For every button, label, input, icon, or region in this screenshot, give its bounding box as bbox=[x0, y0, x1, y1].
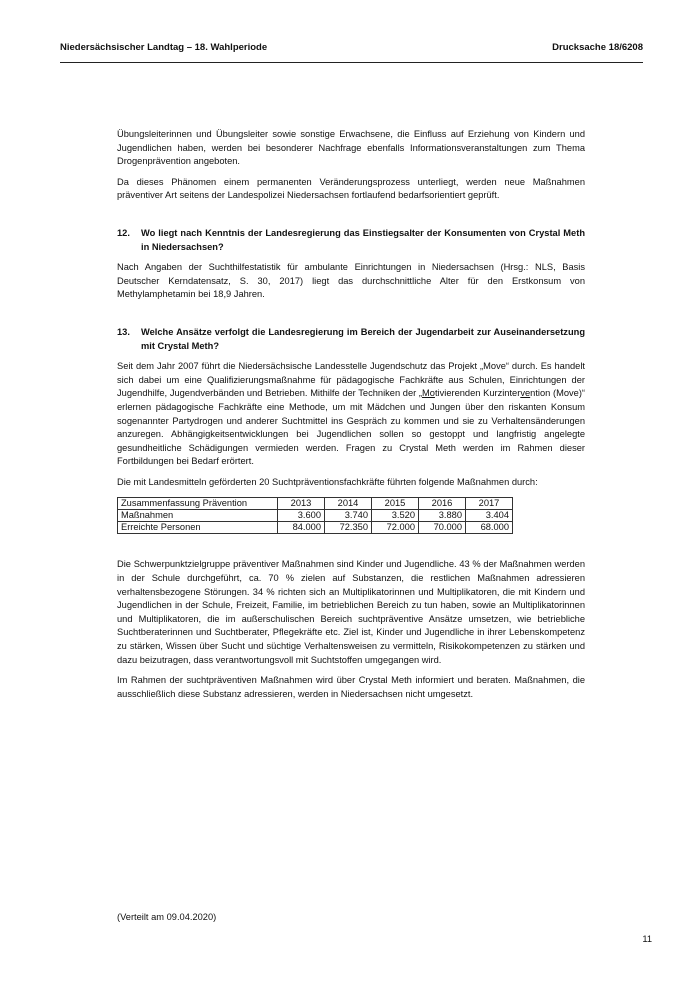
table-cell: 70.000 bbox=[419, 522, 466, 534]
table-header-cell: 2016 bbox=[419, 498, 466, 510]
table-cell: 3.740 bbox=[325, 510, 372, 522]
table-header-cell: 2017 bbox=[466, 498, 513, 510]
table-header-row bbox=[118, 498, 513, 510]
answer-13-underline-ve: ve bbox=[520, 388, 531, 399]
question-12-number: 12. bbox=[117, 227, 130, 238]
table-row bbox=[118, 522, 513, 534]
answer-13-text-b: tivierenden Kurzinter bbox=[434, 388, 521, 399]
header-document-number: Drucksache 18/6208 bbox=[552, 42, 643, 53]
table-cell: 3.520 bbox=[372, 510, 419, 522]
table-cell: Maßnahmen bbox=[118, 510, 278, 522]
answer-13-table-intro: Die mit Landesmitteln geförderten 20 Suchtpräventionsfachkräfte führten folgende Maßnahmen durch: bbox=[117, 476, 538, 487]
table-header-cell: 2014 bbox=[325, 498, 372, 510]
intro-paragraph-1: Übungsleiterinnen und Übungsleiter sowie sonstige Erwachsene, die Einfluss auf Erziehung von Kindern und Jugendlichen haben, werden bei besonderer Nachfrage ebenfalls Informationsveranstaltungen zum Thema Drogenprävention angeboten. bbox=[117, 129, 585, 167]
question-13 bbox=[117, 326, 585, 353]
answer-13-paragraph-3: Im Rahmen der suchtpräventiven Maßnahmen wird über Crystal Meth informiert und beraten. Maßnahmen, die ausschließlich diese Substanz adressieren, werden in Niedersachsen nicht umgesetzt. bbox=[117, 675, 585, 699]
question-13-text: Welche Ansätze verfolgt die Landesregierung im Bereich der Jugendarbeit zur Auseinandersetzung mit Crystal Meth? bbox=[141, 326, 585, 351]
question-12 bbox=[117, 227, 585, 254]
table-cell: 3.600 bbox=[278, 510, 325, 522]
table-row bbox=[118, 510, 513, 522]
table-cell: 72.350 bbox=[325, 522, 372, 534]
intro-paragraph-2: Da dieses Phänomen einem permanenten Veränderungsprozess unterliegt, werden neue Maßnahmen präventiver Art seitens der Landespolizei Niedersachsen fortlaufend bedarfsorientiert geprüft. bbox=[117, 176, 585, 201]
answer-13-text-c: ntion (Move)“ erlernen pädagogische Fachkräfte eine Methode, um mit Mädchen und Jungen über den riskanten Konsum sogenannter Partydrogen und anderer Suchtmittel ins Gespräch zu kommen und sie zu Verhaltensänderungen anzuregen. Abhängigkeitsentwicklungen bei Jugendlichen sollen so gestoppt und langfristig angelegte gesundheitliche Schädigungen vermieden werden. Fragen zu Crystal Meth werden im Rahmen dieser Fortbildungen bei Bedarf erörtert. bbox=[117, 388, 586, 467]
page-header bbox=[60, 40, 643, 63]
distribution-date: (Verteilt am 09.04.2020) bbox=[117, 912, 217, 922]
table-cell: 3.880 bbox=[419, 510, 466, 522]
question-12-text: Wo liegt nach Kenntnis der Landesregierung das Einstiegsalter der Konsumenten von Crystal Meth in Niedersachsen? bbox=[141, 227, 585, 252]
answer-13-paragraph-2: Die Schwerpunktzielgruppe präventiver Maßnahmen sind Kinder und Jugendliche. 43 % der Maßnahmen werden in der Schule durchgeführt, ca. 70 % zielen auf Substanzen, die restlichen Maßnahmen adressieren verhaltensbezogene Störungen. 34 % richten sich an Multiplikatorinnen und Multiplikatoren, die mit Kindern und Jugendlichen in der Schule, Freizeit, Familie, im betrieblichen Bereich zu tun haben, sowie an Multiplikatorinnen und Multiplikatoren, die im außerschulischen Bereich suchtpräventive Ansätze umsetzen, wie betriebliche Suchtberaterinnen und Suchtberater, Pflegekräfte etc. Ziel ist, Kinder und Jugendliche in ihrer Lebenskompetenz zu stärken, Wissen über Sucht und süchtige Verhaltensweisen zu vermitteln, Risikokompetenzen zu stärken und dazu beizutragen, dass verantwortungsvoll mit Suchtstoffen umgegangen wird. bbox=[117, 559, 585, 665]
question-13-number: 13. bbox=[117, 326, 130, 337]
prevention-summary-table bbox=[117, 497, 513, 534]
page-number: 11 bbox=[642, 934, 652, 944]
answer-13-underline-mo: Mo bbox=[422, 388, 435, 399]
document-body bbox=[117, 128, 585, 701]
table-header-cell: 2015 bbox=[372, 498, 419, 510]
table-cell: 3.404 bbox=[466, 510, 513, 522]
answer-13-paragraph-1 bbox=[117, 360, 585, 469]
table-header-cell: Zusammenfassung Prävention bbox=[118, 498, 278, 510]
table-cell: Erreichte Personen bbox=[118, 522, 278, 534]
header-parliament-title: Niedersächsischer Landtag – 18. Wahlperiode bbox=[60, 42, 268, 53]
table-header-cell: 2013 bbox=[278, 498, 325, 510]
answer-12: Nach Angaben der Suchthilfestatistik für ambulante Einrichtungen in Niedersachsen (Hrsg.: NLS, Basis Deutscher Kerndatensatz, S. 30, 2017) liegt das durchschnittliche Alter für den Erstkonsum von Methylamphetamin bei 18,9 Jahren. bbox=[117, 262, 585, 300]
table-cell: 72.000 bbox=[372, 522, 419, 534]
answer-13-text-a: Seit dem Jahr 2007 führt die Niedersächsische Landesstelle Jugendschutz das Projekt „Move“ durch. Es handelt sich dabei um eine Qualifizierungsmaßnahme für pädagogische Fachkräfte aus Schulen, Einrichtungen der Jugendhilfe, Jugendverbänden und Betrieben. Mithilfe der Techniken der „ bbox=[117, 361, 585, 399]
table-cell: 68.000 bbox=[466, 522, 513, 534]
table-cell: 84.000 bbox=[278, 522, 325, 534]
